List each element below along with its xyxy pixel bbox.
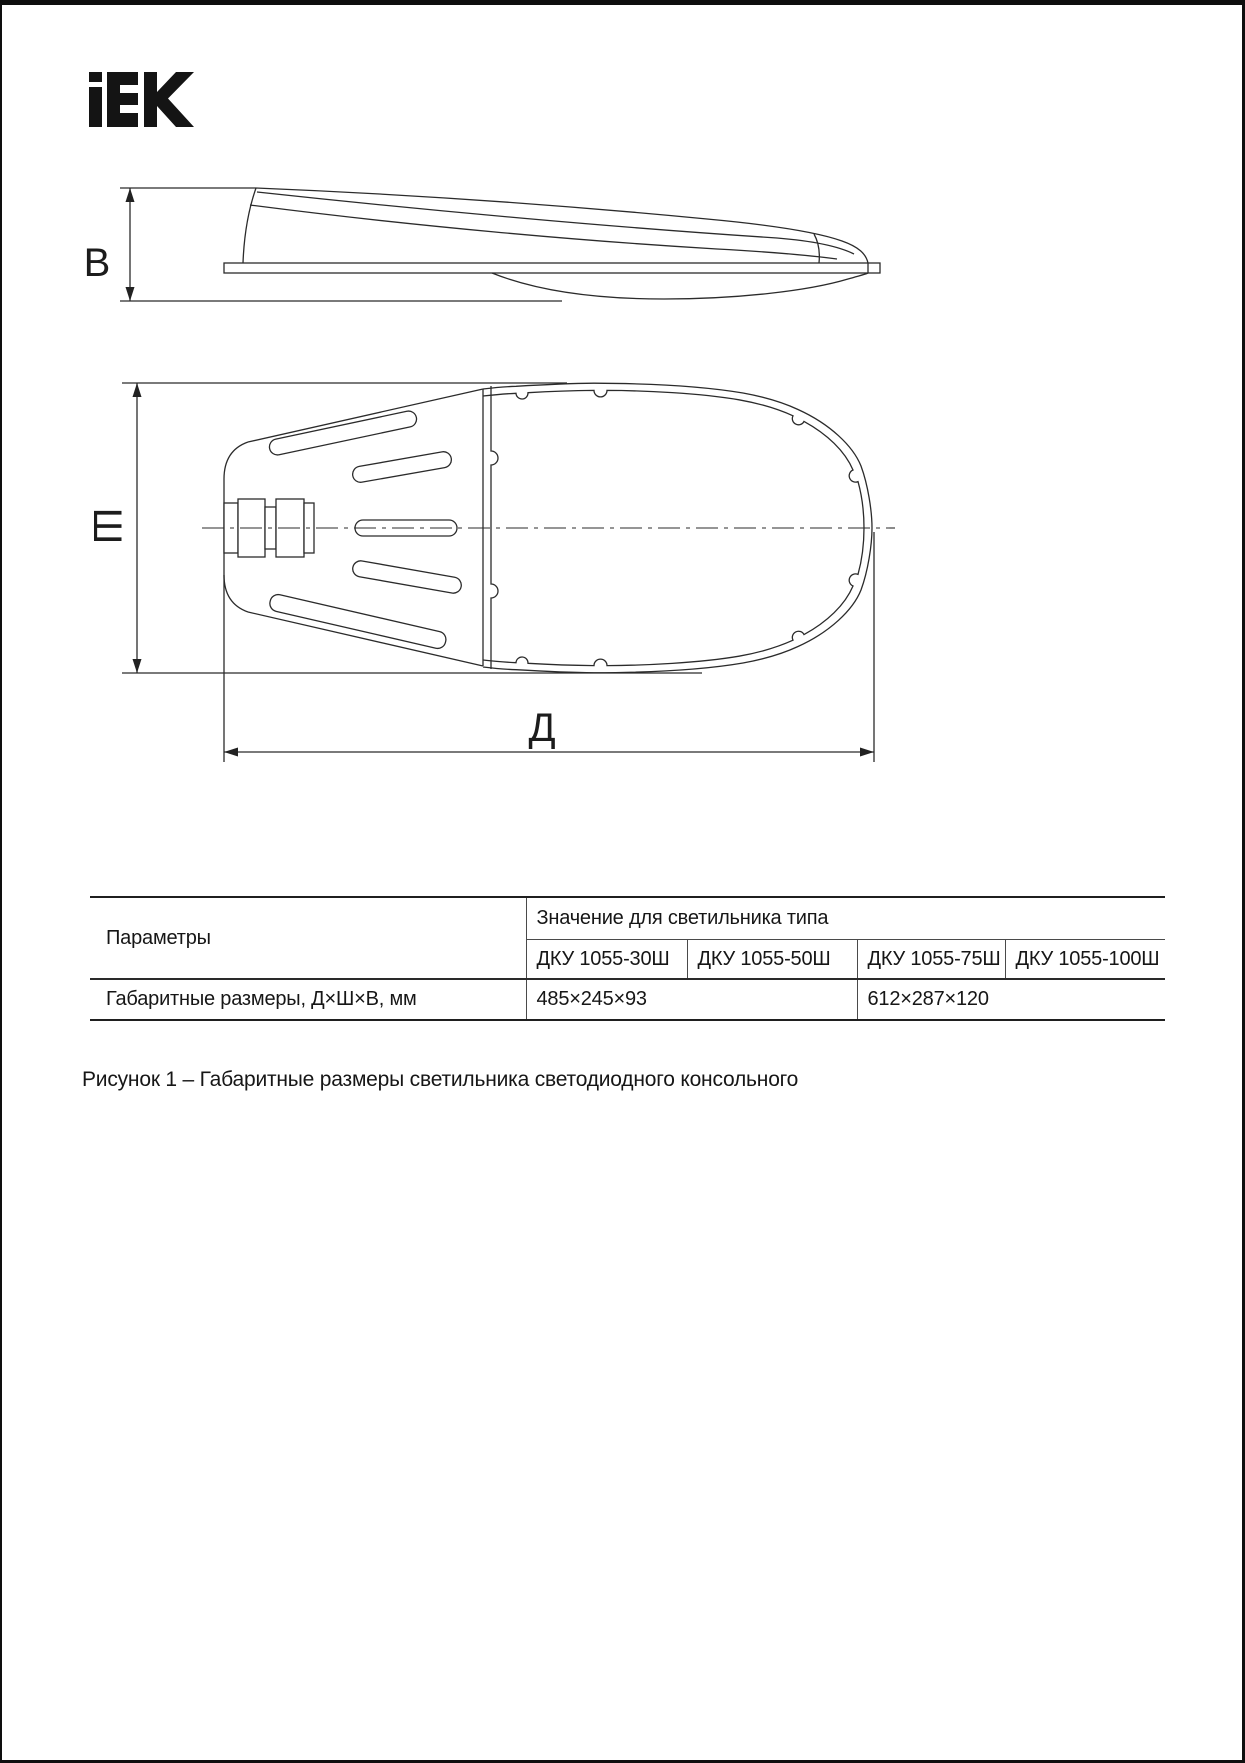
arrowhead-up bbox=[126, 188, 135, 202]
arrowhead-right bbox=[860, 748, 874, 757]
param-name-cell: Габаритные размеры, Д×Ш×В, мм bbox=[90, 979, 526, 1020]
dimension-drawing bbox=[2, 5, 1245, 1763]
slot bbox=[351, 450, 452, 483]
dimensions-value-30-50: 485×245×93 bbox=[526, 979, 857, 1020]
side-top-edge bbox=[256, 188, 868, 263]
side-shell-line-2 bbox=[250, 205, 837, 259]
top-view-drawing bbox=[122, 383, 895, 762]
arrowhead-down bbox=[126, 287, 135, 301]
parameters-table bbox=[90, 896, 1165, 1021]
table-row bbox=[90, 979, 1165, 1020]
side-left-edge bbox=[243, 188, 256, 263]
model-header-dku-1055-75: ДКУ 1055-75Ш bbox=[857, 940, 1005, 980]
arrowhead-left bbox=[224, 748, 238, 757]
dimensions-value-75-100: 612×287×120 bbox=[857, 979, 1165, 1020]
model-header-dku-1055-50: ДКУ 1055-50Ш bbox=[687, 940, 857, 980]
arrowhead-down bbox=[133, 659, 142, 673]
arrowhead-up bbox=[133, 383, 142, 397]
side-view-drawing bbox=[120, 188, 880, 301]
model-header-dku-1055-30: ДКУ 1055-30Ш bbox=[526, 940, 687, 980]
figure-caption: Рисунок 1 – Габаритные размеры светильника светодиодного консольного bbox=[82, 1068, 799, 1091]
side-base-plate bbox=[224, 263, 880, 273]
model-header-dku-1055-100: ДКУ 1055-100Ш bbox=[1005, 940, 1165, 980]
param-column-header: Параметры bbox=[90, 897, 526, 979]
value-column-header: Значение для светильника типа bbox=[526, 897, 1165, 940]
side-shell-line-1 bbox=[257, 192, 854, 254]
length-dimension-label: Д bbox=[528, 706, 556, 750]
slot bbox=[268, 593, 447, 650]
side-tip-rim bbox=[814, 234, 819, 263]
slot bbox=[351, 560, 462, 595]
side-lens-bulge bbox=[492, 273, 868, 299]
height-dimension-label: В bbox=[83, 241, 111, 285]
width-dimension-label: Ш bbox=[85, 507, 129, 545]
